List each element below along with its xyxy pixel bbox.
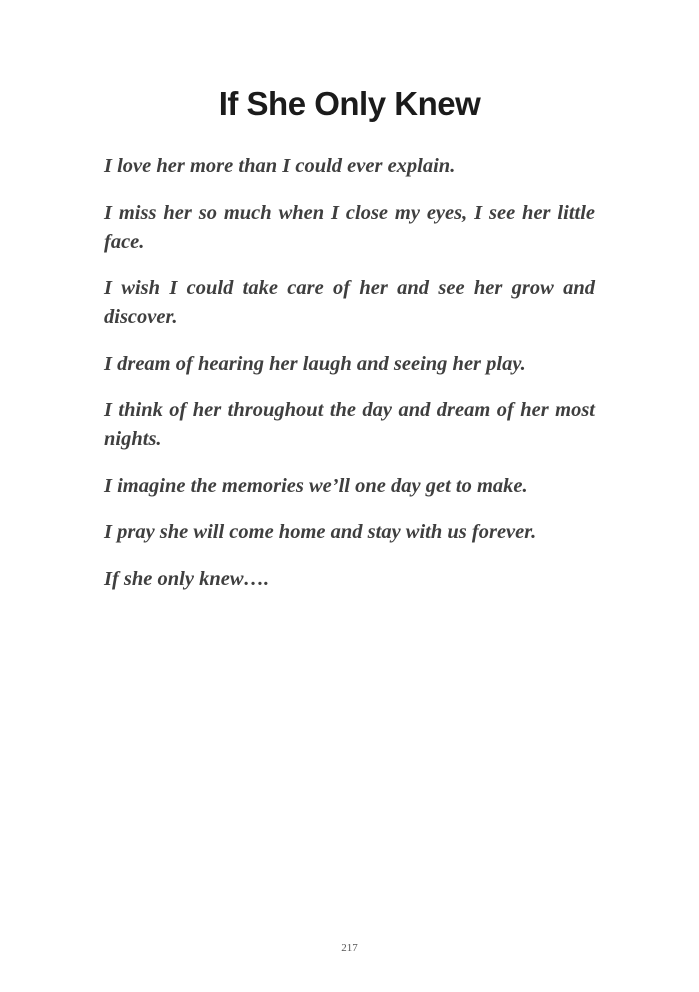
- poem-line: If she only knew….: [104, 567, 270, 590]
- page-title: If She Only Knew: [218, 85, 481, 122]
- poem-body: [104, 152, 595, 611]
- poem-line: I miss her so much when I close my eyes, I see her little face.: [104, 201, 595, 253]
- poem-line: I dream of hearing her laugh and seeing her play.: [104, 352, 526, 375]
- poem-line: I love her more than I could ever explain.: [104, 155, 456, 177]
- page-number: 217: [341, 942, 358, 954]
- poem-line: I think of her throughout the day and dream of her most nights.: [104, 399, 595, 450]
- poem-line: I pray she will come home and stay with us forever.: [104, 521, 537, 543]
- poem-line: I imagine the memories we’ll one day get to make.: [104, 474, 528, 497]
- poem-line: I wish I could take care of her and see her grow and discover.: [104, 277, 595, 328]
